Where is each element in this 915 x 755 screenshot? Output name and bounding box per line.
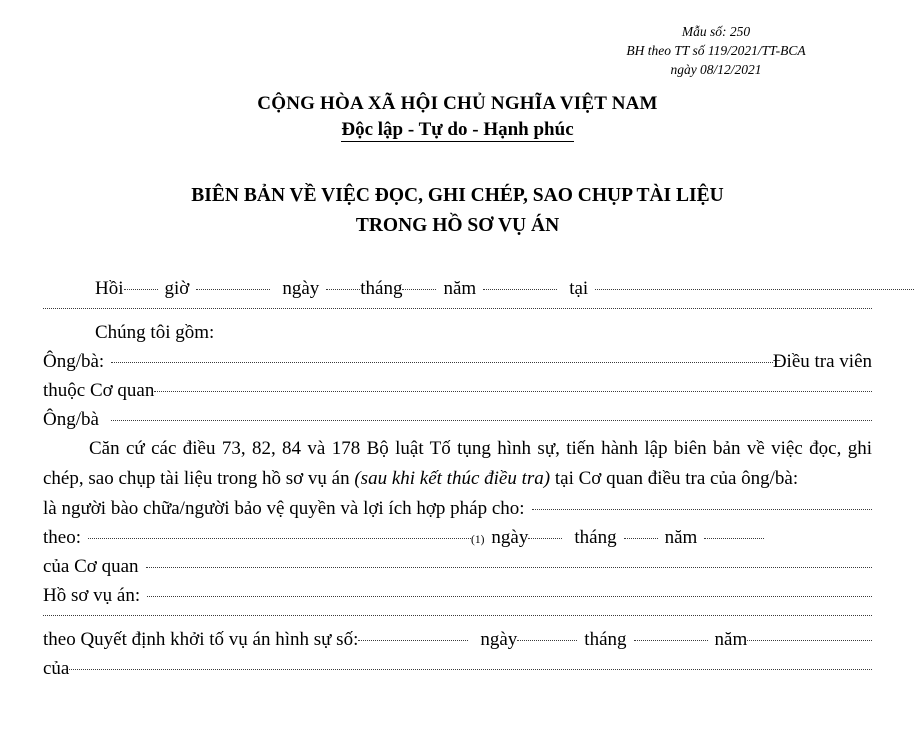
document-title (43, 181, 872, 241)
decision-issuer-line (43, 654, 872, 683)
label-investigator-role: Điều tra viên (772, 351, 872, 372)
case-file-line (43, 581, 872, 610)
national-motto (43, 119, 872, 141)
participants-intro: Chúng tôi gồm: (95, 322, 215, 343)
label-nam: năm (443, 278, 477, 299)
label-thuoc-co-quan: thuộc Cơ quan (43, 380, 155, 401)
field-theo-document[interactable] (88, 538, 471, 539)
label-decision-thang: tháng (584, 629, 627, 650)
field-day[interactable] (326, 289, 360, 290)
label-thang: tháng (360, 278, 403, 299)
label-quyet-dinh: theo Quyết định khởi tố vụ án hình sự số: (43, 629, 359, 650)
label-cua: của (43, 658, 70, 679)
field-theo-day[interactable] (528, 538, 562, 539)
document-page (0, 22, 915, 755)
label-ho-so-vu-an: Hồ sơ vụ án: (43, 585, 141, 606)
document-title-line-1: BIÊN BẢN VỀ VIỆC ĐỌC, GHI CHÉP, SAO CHỤP TÀI LIỆU (191, 185, 724, 206)
label-decision-ngay: ngày (480, 629, 518, 650)
label-decision-nam: năm (714, 629, 748, 650)
field-defender-client[interactable] (532, 509, 872, 510)
time-place-line (43, 274, 915, 303)
legal-basis-tail: tại Cơ quan điều tra của ông/bà: (550, 468, 799, 489)
label-ong-ba-1: Ông/bà: (43, 351, 105, 372)
legal-basis-text: Căn cứ các điều 73, 82, 84 và 178 Bộ luật Tố tụng hình sự, tiến hành lập biên bản về việc đọc, ghi chép, sao chụp tài liệu trong hồ sơ vụ án (43, 438, 872, 489)
investigator-line (43, 347, 872, 376)
label-hoi: Hồi (95, 278, 124, 299)
field-decision-month[interactable] (634, 640, 708, 641)
theo-line: theo: (1) ngày tháng năm (43, 523, 872, 552)
label-theo-nam: năm (664, 527, 698, 548)
label-theo: theo: (43, 527, 81, 548)
agency-line (43, 376, 872, 405)
label-defender: là người bào chữa/người bảo vệ quyền và lợi ích hợp pháp cho: (43, 498, 525, 519)
field-issuing-agency[interactable] (146, 567, 872, 568)
legal-basis-italic-note: (sau khi kết thúc điều tra) (354, 468, 551, 489)
document-title-line-2: TRONG HỒ SƠ VỤ ÁN (355, 215, 560, 236)
form-circular: BH theo TT số 119/2021/TT-BCA (626, 43, 806, 58)
field-hour[interactable] (124, 289, 158, 290)
label-theo-ngay: ngày (491, 527, 529, 548)
legal-basis-paragraph (43, 434, 872, 494)
country-heading: CỘNG HÒA XÃ HỘI CHỦ NGHĨA VIỆT NAM (257, 93, 658, 114)
field-decision-day[interactable] (517, 640, 577, 641)
field-person-2[interactable] (111, 420, 872, 421)
issuing-agency-line (43, 552, 872, 581)
field-year[interactable] (483, 289, 557, 290)
form-number: Mẫu số: 250 (681, 24, 751, 39)
field-agency[interactable] (154, 391, 872, 392)
form-code-block (566, 22, 866, 79)
participants-intro-line (43, 318, 915, 347)
person-line-2 (43, 405, 872, 434)
field-location[interactable] (595, 289, 915, 290)
decision-line (43, 625, 872, 654)
label-cua-co-quan: của Cơ quan (43, 556, 139, 577)
defender-line (43, 494, 872, 523)
label-ngay: ngày (282, 278, 320, 299)
field-decision-issuer[interactable] (69, 669, 872, 670)
label-gio: giờ (164, 278, 190, 299)
field-theo-month[interactable] (624, 538, 658, 539)
form-date: ngày 08/12/2021 (670, 62, 762, 77)
national-motto-text: Độc lập - Tự do - Hạnh phúc (341, 119, 574, 140)
field-investigator-name[interactable] (111, 362, 773, 363)
label-theo-thang: tháng (574, 527, 617, 548)
field-decision-year[interactable] (747, 640, 872, 641)
document-body (43, 274, 872, 683)
label-ong-ba-2: Ông/bà (43, 409, 99, 430)
field-month[interactable] (402, 289, 436, 290)
field-minute[interactable] (196, 289, 270, 290)
label-tai: tại (569, 278, 589, 299)
field-decision-number[interactable] (358, 640, 468, 641)
field-case-file[interactable] (147, 596, 872, 597)
field-theo-year[interactable] (704, 538, 764, 539)
